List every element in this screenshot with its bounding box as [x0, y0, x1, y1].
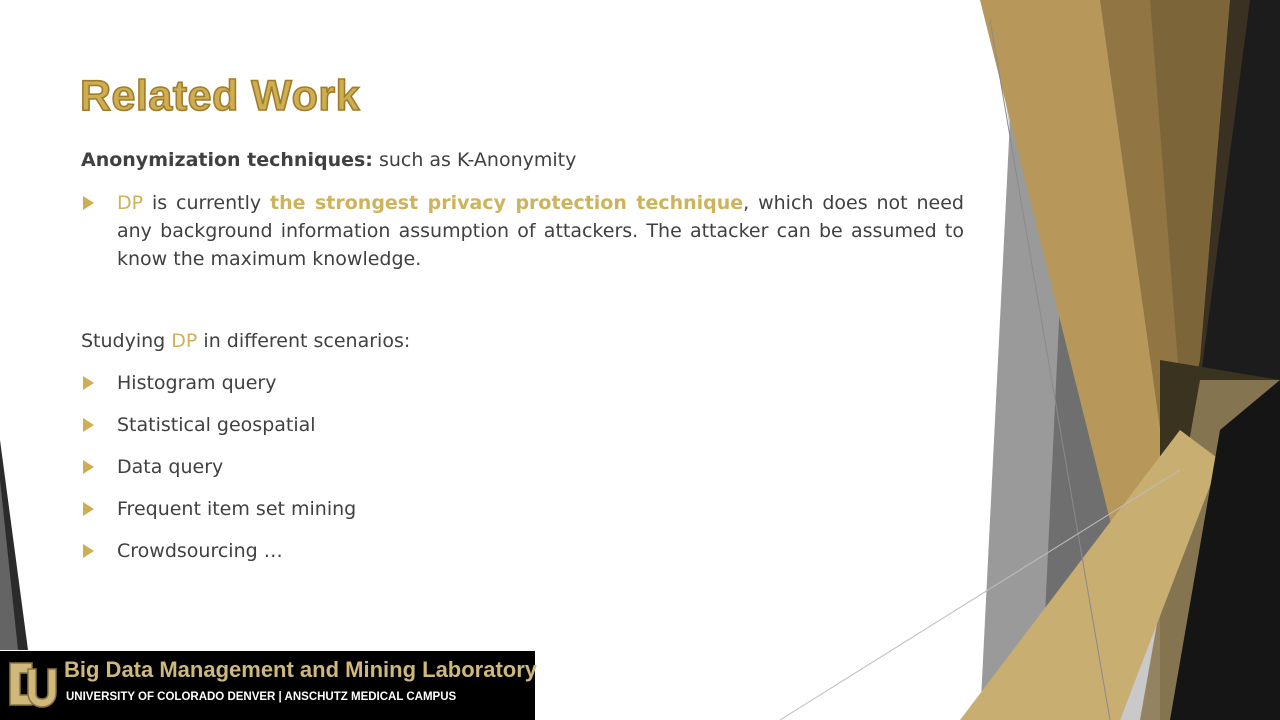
list-item	[81, 537, 964, 565]
list-item-label: Histogram query	[117, 372, 277, 394]
section1-bullet	[81, 189, 964, 273]
section1-lead	[81, 146, 964, 174]
list-item-label: Data query	[117, 456, 224, 478]
bullet-arrow-icon	[83, 418, 94, 432]
bullet-text-2: , which does not need any background information assumption of attackers. The attacker can be assumed to know the maximum knowledge.	[117, 192, 964, 270]
bullet-arrow-icon	[83, 460, 94, 474]
slide-content	[81, 146, 964, 565]
bullet-arrow-icon	[83, 502, 94, 516]
banner-title: Big Data Management and Mining Laboratory	[64, 657, 538, 682]
highlight-text: the strongest privacy protection technique	[270, 192, 744, 214]
section1-lead-bold: Anonymization techniques:	[81, 149, 373, 171]
list-item	[81, 411, 964, 439]
section2-lead	[81, 327, 964, 355]
dp-term: DP	[117, 192, 144, 214]
bullet-arrow-icon	[83, 196, 94, 210]
list-item-label: Statistical geospatial	[117, 414, 316, 436]
bullet-arrow-icon	[83, 376, 94, 390]
section2-lead-pre: Studying	[81, 330, 172, 352]
list-item	[81, 453, 964, 481]
lab-banner	[0, 651, 538, 720]
list-item-label: Crowdsourcing …	[117, 540, 283, 562]
section2-lead-post: in different scenarios:	[197, 330, 411, 352]
section2-dp-term: DP	[171, 330, 198, 352]
cu-logo-icon	[2, 655, 60, 713]
scenario-list	[81, 369, 964, 565]
slide-title: Related Work	[80, 72, 360, 120]
list-item	[81, 495, 964, 523]
list-item	[81, 369, 964, 397]
bullet-arrow-icon	[83, 544, 94, 558]
section1-lead-rest: such as K-Anonymity	[372, 149, 577, 171]
list-item-label: Frequent item set mining	[117, 498, 357, 520]
banner-subtitle: UNIVERSITY OF COLORADO DENVER | ANSCHUTZ MEDICAL CAMPUS	[66, 691, 457, 703]
bullet-text-1: is currently	[143, 192, 271, 214]
